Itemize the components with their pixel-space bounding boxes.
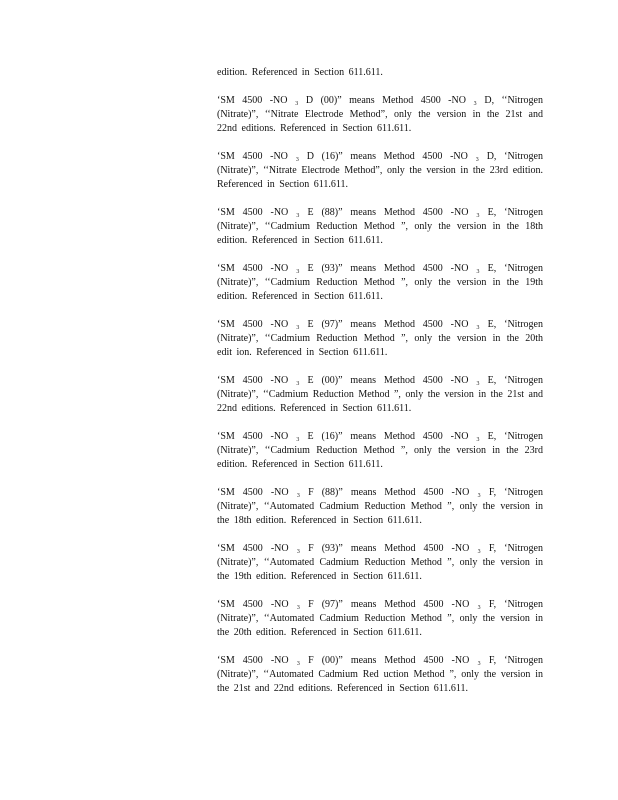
paragraph-sm-4500-no3-f-97: ‘SM 4500 -NO ₃ F (97)” means Method 4500 -NO ₃ F, ‘Nitrogen (Nitrate)”, ‘‘Automated Cadmium Reduction Method ”, only the version in the 20th edition. Referenced in Section 611.611.: [217, 599, 543, 638]
paragraph-continuation: edition. Referenced in Section 611.611.: [217, 67, 383, 78]
paragraph-sm-4500-no3-e-97: ‘SM 4500 -NO ₃ E (97)” means Method 4500 -NO ₃ E, ‘Nitrogen (Nitrate)”, ‘‘Cadmium Reduction Method ”, only the version in the 20th edit ion. Referenced in Section 611.611.: [217, 319, 543, 358]
text-column: [217, 66, 543, 710]
paragraph-sm-4500-no3-e-93: ‘SM 4500 -NO ₃ E (93)” means Method 4500 -NO ₃ E, ‘Nitrogen (Nitrate)”, ‘‘Cadmium Reduction Method ”, only the version in the 19th edition. Referenced in Section 611.611.: [217, 263, 543, 302]
paragraph-sm-4500-no3-e-16: ‘SM 4500 -NO ₃ E (16)” means Method 4500 -NO ₃ E, ‘Nitrogen (Nitrate)”, ‘‘Cadmium Reduction Method ”, only the version in the 23rd edition. Referenced in Section 611.611.: [217, 431, 543, 470]
paragraph-sm-4500-no3-d-00: ‘SM 4500 -NO ₃ D (00)” means Method 4500 -NO ₃ D, ‘‘Nitrogen (Nitrate)”, ‘‘Nitrate Electrode Method”, only the version in the 21st and 22nd editions. Referenced in Section 611.611.: [217, 95, 543, 134]
paragraph-sm-4500-no3-d-16: ‘SM 4500 -NO ₃ D (16)” means Method 4500 -NO ₃ D, ‘Nitrogen (Nitrate)”, ‘‘Nitrate Electrode Method”, only the version in the 23rd edition. Referenced in Section 611.611.: [217, 151, 543, 190]
paragraph-sm-4500-no3-e-00: ‘SM 4500 -NO ₃ E (00)” means Method 4500 -NO ₃ E, ‘Nitrogen (Nitrate)”, ‘‘Cadmium Reduction Method ”, only the version in the 21st and 22nd editions. Referenced in Section 611.611.: [217, 375, 543, 414]
paragraph-sm-4500-no3-f-00: ‘SM 4500 -NO ₃ F (00)” means Method 4500 -NO ₃ F, ‘Nitrogen (Nitrate)”, ‘‘Automated Cadmium Red uction Method ”, only the version in the 21st and 22nd editions. Referenced in Section 611.611.: [217, 655, 543, 694]
paragraph-sm-4500-no3-f-93: ‘SM 4500 -NO ₃ F (93)” means Method 4500 -NO ₃ F, ‘Nitrogen (Nitrate)”, ‘‘Automated Cadmium Reduction Method ”, only the version in the 19th edition. Referenced in Section 611.611.: [217, 543, 543, 582]
paragraph-sm-4500-no3-e-88: ‘SM 4500 -NO ₃ E (88)” means Method 4500 -NO ₃ E, ‘Nitrogen (Nitrate)”, ‘‘Cadmium Reduction Method ”, only the version in the 18th edition. Referenced in Section 611.611.: [217, 207, 543, 246]
paragraph-sm-4500-no3-f-88: ‘SM 4500 -NO ₃ F (88)” means Method 4500 -NO ₃ F, ‘Nitrogen (Nitrate)”, ‘‘Automated Cadmium Reduction Method ”, only the version in the 18th edition. Referenced in Section 611.611.: [217, 487, 543, 526]
